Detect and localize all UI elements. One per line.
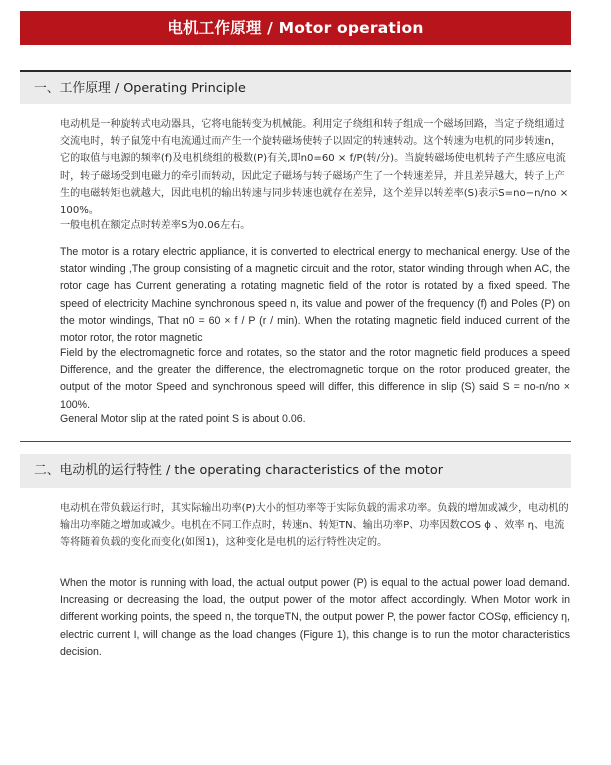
en-characteristics-paragraph: When the motor is running with load, the actual output power (P) is equal to the actual power load demand. Increasing or decreasing the load, the output power of the motor affect accordingly. When Motor work in different working points, the speed n, the torqueTN, the output power P, the power factor COSφ, efficiency η, electric current I, will change as the load changes (Figure 1), this change is to run the motor characteristics decision. [60,577,570,658]
cn-characteristics-paragraph: 电动机在带负载运行时，其实际输出功率(P)大小的恒功率等于实际负载的需求功率。负载的增加或减少，电动机的输出功率随之增加或减少。电机在不同工作点时，转速n、转矩TN、输出功率P、功率因数COS ɸ 、效率 η、电流等将随着负载的变化而变化(如图1)，这种变化是电机的运行特性决定的。 [60,503,569,549]
section-divider [20,441,571,442]
en-principle-paragraph-2: Field by the electromagnetic force and rotates, so the stator and the rotor magnetic field produces a speed Difference, and the greater the difference, the electromagnetic torque on the rotor produced greater, the output of the motor Speed and synchronous speed will differ, this difference in slip (S) said S = no-n/no × 100%. [60,347,570,411]
page-title: 电机工作原理 / Motor operation [167,19,424,37]
page-title-banner [20,11,571,45]
en-slip-note: General Motor slip at the rated point S is about 0.06. [60,413,306,425]
section-heading: 一、工作原理 / Operating Principle [34,81,246,96]
cn-slip-note: 一般电机在额定点时转差率S为0.06左右。 [60,220,251,231]
section-header-operating-characteristics [20,454,571,488]
cn-principle-paragraph: 电动机是一种旋转式电动器具，它将电能转变为机械能。利用定子绕组和转子组成一个磁场回路，当定子绕组通过交流电时，转子鼠笼中有电流通过而产生一个旋转磁场使转子以固定的转速转动。这个转速为电机的同步转速n，它的取值与电源的频率(f)及电机绕组的极数(P)有关,即n0=60 × f/P(转/分)。当旋转磁场使电机转子产生感应电流时，转子磁场受到电磁力的牵引而转动，因此定子磁场与转子磁场产生了一个转速差异，并且差异越大，转子上产生的电磁转矩也就越大，因此电机的输出转速与同步转速也就存在差异，这个差异以转差率(S)表示S=no−n/no × 100%。 [60,119,569,217]
section-header-operating-principle [20,70,571,104]
section-heading: 二、电动机的运行特性 / the operating characteristics of the motor [34,463,444,478]
en-principle-paragraph-1: The motor is a rotary electric appliance, it is converted to electrical energy to mechanical energy. Use of the stator winding ,The group consisting of a magnetic circuit and the rotor, stator winding through when AC, the rotor cage has Current generating a rotating magnetic field of the rotor is rotated by a fixed speed. The speed of electricity Machine synchronous speed n, its value and power of the frequency (f) and Poles (P) on the motor windings, That n0 = 60 × f / P (r / min). When the rotating magnetic field induced current of the motor rotor, the rotor magnetic [60,246,570,345]
